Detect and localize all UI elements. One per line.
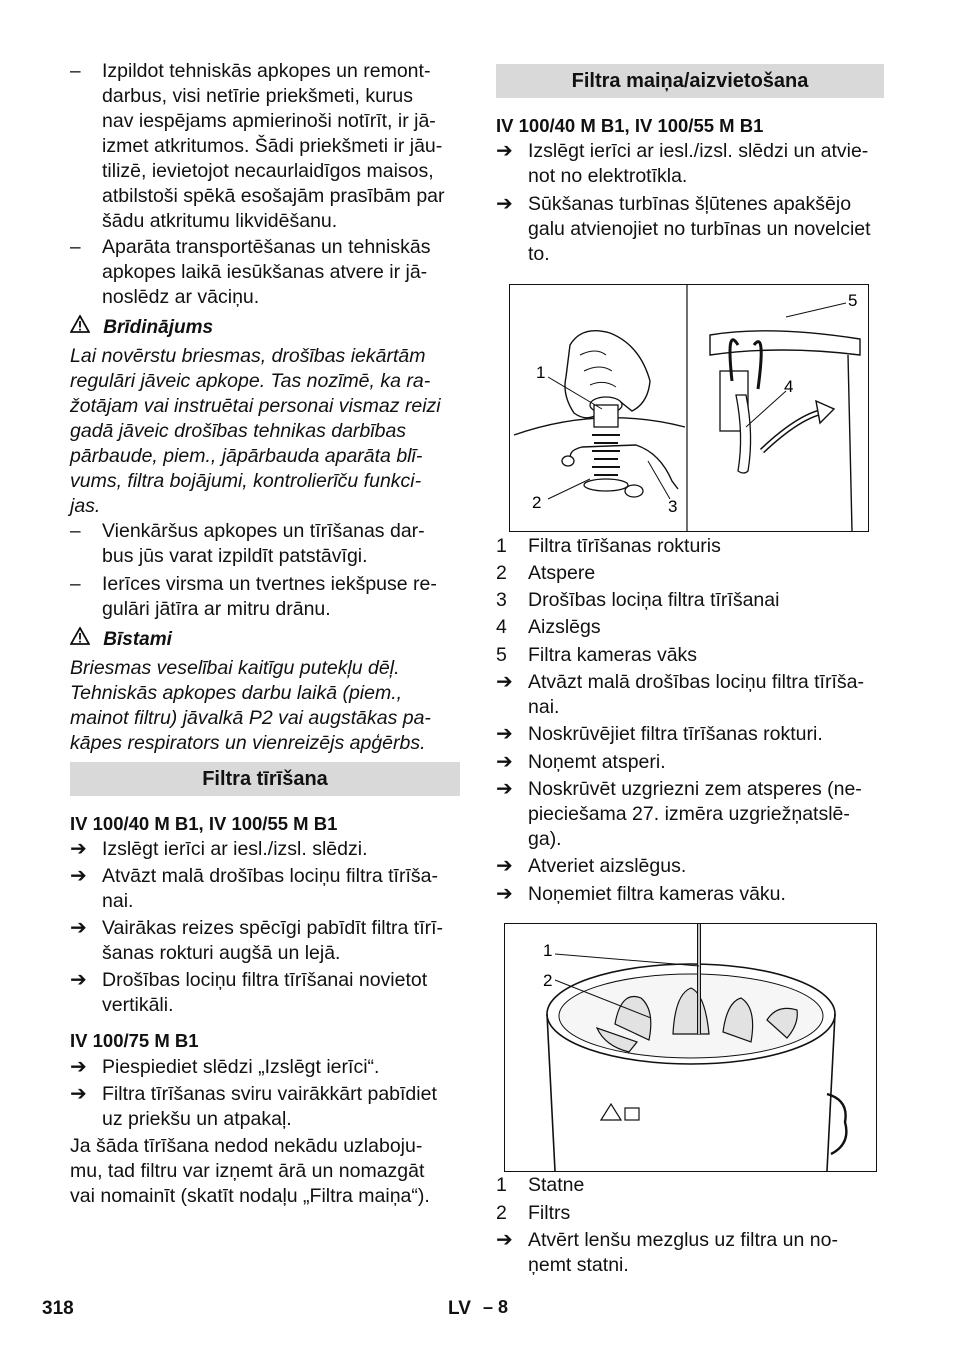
arrow-right-icon: ➔ bbox=[496, 855, 513, 877]
text-line: Vienkāršus apkopes un tīrīšanas dar- bbox=[102, 520, 425, 542]
callout-4: 4 bbox=[784, 377, 794, 396]
legend-text: Aizslēgs bbox=[528, 616, 601, 638]
text-line: not no elektrotīkla. bbox=[528, 165, 688, 187]
text-line: Atvērt lenšu mezglus uz filtra un no- bbox=[528, 1229, 838, 1251]
text-line: izmet atkritumos. Šādi priekšmeti ir jāu- bbox=[102, 135, 443, 157]
text-line: mainot filtru) jāvalkā P2 vai augstākas pa- bbox=[70, 707, 431, 729]
arrow-right-icon: ➔ bbox=[496, 883, 513, 905]
text-line: Atvāzt malā drošības lociņu filtra tīrīša- bbox=[102, 865, 438, 887]
warning-text bbox=[70, 344, 441, 519]
filter-container-illustration bbox=[505, 924, 876, 1171]
legend-number: 3 bbox=[496, 589, 507, 611]
callout-1: 1 bbox=[543, 941, 553, 960]
text-line: šādu atkritumu likvidēšanu. bbox=[102, 210, 338, 232]
legend-number: 1 bbox=[496, 1174, 507, 1196]
text-line: Atveriet aizslēgus. bbox=[528, 855, 687, 877]
text-line: Noņemt atsperi. bbox=[528, 751, 666, 773]
text-line: Izpildot tehniskās apkopes un remont- bbox=[102, 60, 431, 82]
legend-number: 4 bbox=[496, 616, 507, 638]
text-line: Noņemiet filtra kameras vāku. bbox=[528, 883, 786, 905]
legend-text: Statne bbox=[528, 1174, 585, 1196]
text-line: jas. bbox=[70, 495, 101, 517]
arrow-right-icon: ➔ bbox=[70, 838, 87, 860]
legend-number: 1 bbox=[496, 535, 507, 557]
text-line: atbilstoši spēkā esošajām prasībām par bbox=[102, 185, 445, 207]
closing-paragraph bbox=[70, 1134, 430, 1209]
text-line: Noskrūvēt uzgriezni zem atsperes (ne- bbox=[528, 778, 862, 800]
dash-bullet: – bbox=[70, 61, 81, 82]
text-line: Ierīces virsma un tvertnes iekšpuse re- bbox=[102, 573, 437, 595]
legend-text: Atspere bbox=[528, 562, 596, 584]
text-line: ņemt statni. bbox=[528, 1254, 629, 1276]
arrow-right-icon: ➔ bbox=[70, 969, 87, 991]
text-line: Tehniskās apkopes darbu laikā (piem., bbox=[70, 682, 403, 704]
text-line: mu, tad filtru var izņemt ārā un nomazgāt bbox=[70, 1160, 425, 1182]
model-subheading: IV 100/75 M B1 bbox=[70, 1030, 199, 1051]
arrow-right-icon: ➔ bbox=[496, 140, 513, 162]
text-line: nai. bbox=[102, 890, 134, 912]
text-line: galu atvienojiet no turbīnas un novelciet bbox=[528, 218, 871, 240]
filter-cleaning-figure bbox=[509, 284, 869, 532]
section-heading: Filtra tīrīšana bbox=[70, 762, 460, 796]
arrow-right-icon: ➔ bbox=[70, 1083, 87, 1105]
text-line: vums, filtra bojājumi, kontrolierīču funkci- bbox=[70, 470, 422, 492]
filter-cleaning-illustration bbox=[510, 285, 868, 531]
text-line: bus jūs varat izpildīt patstāvīgi. bbox=[102, 545, 368, 567]
callout-1: 1 bbox=[536, 363, 546, 382]
text-line: Izslēgt ierīci ar iesl./izsl. slēdzi un atvie- bbox=[528, 140, 869, 162]
danger-title: Bīstami bbox=[103, 629, 172, 650]
model-subheading: IV 100/40 M B1, IV 100/55 M B1 bbox=[70, 813, 338, 834]
legend-text: Drošības lociņa filtra tīrīšanai bbox=[528, 589, 780, 611]
text-line: vertikāli. bbox=[102, 994, 174, 1016]
text-line: nav iespējams apmierinoši notīrīt, ir jā- bbox=[102, 110, 436, 132]
legend-text: Filtra tīrīšanas rokturis bbox=[528, 535, 721, 557]
text-line: kāpes respirators un vienreizējs apģērbs. bbox=[70, 732, 426, 754]
callout-2: 2 bbox=[543, 971, 553, 990]
dash-bullet: – bbox=[70, 574, 81, 595]
danger-heading bbox=[70, 627, 172, 652]
text-line: noslēdz ar vāciņu. bbox=[102, 286, 260, 308]
warning-triangle-icon bbox=[70, 317, 95, 338]
text-line: ga). bbox=[528, 828, 562, 850]
arrow-right-icon: ➔ bbox=[496, 778, 513, 800]
text-line: uz priekšu un atpakaļ. bbox=[102, 1108, 292, 1130]
arrow-right-icon: ➔ bbox=[496, 671, 513, 693]
text-line: pārbaude, piem., jāpārbauda aparāta blī- bbox=[70, 445, 423, 467]
filter-container-figure bbox=[504, 923, 877, 1172]
arrow-right-icon: ➔ bbox=[496, 751, 513, 773]
warning-heading bbox=[70, 315, 213, 340]
danger-text bbox=[70, 656, 431, 756]
text-line: Atvāzt malā drošības lociņu filtra tīrīša- bbox=[528, 671, 864, 693]
arrow-right-icon: ➔ bbox=[496, 1229, 513, 1251]
text-line: tilizē, ievietojot necaurlaidīgos maisos, bbox=[102, 160, 434, 182]
text-line: Lai novērstu briesmas, drošības iekārtām bbox=[70, 345, 426, 367]
text-line: vai nomainīt (skatīt nodaļu „Filtra maiņa“). bbox=[70, 1185, 430, 1207]
text-line: gadā jāveic drošības tehnikas darbības bbox=[70, 420, 407, 442]
dash-bullet: – bbox=[70, 521, 81, 542]
text-line: nai. bbox=[528, 696, 560, 718]
text-line: žotājam vai instruētai personai vismaz reizi bbox=[70, 395, 441, 417]
dash-bullet: – bbox=[70, 237, 81, 258]
legend-number: 2 bbox=[496, 1202, 507, 1224]
model-subheading: IV 100/40 M B1, IV 100/55 M B1 bbox=[496, 115, 764, 136]
text-line: Sūkšanas turbīnas šļūtenes apakšējo bbox=[528, 193, 852, 215]
text-line: to. bbox=[528, 243, 550, 265]
legend-number: 5 bbox=[496, 644, 507, 666]
legend-text: Filtra kameras vāks bbox=[528, 644, 698, 666]
text-line: Vairākas reizes spēcīgi pabīdīt filtra tīrī- bbox=[102, 917, 444, 939]
arrow-right-icon: ➔ bbox=[70, 1056, 87, 1078]
text-line: šanas rokturi augšā un lejā. bbox=[102, 942, 341, 964]
callout-5: 5 bbox=[848, 291, 858, 310]
text-line: apkopes laikā iesūkšanas atvere ir jā- bbox=[102, 261, 428, 283]
text-line: darbus, visi netīrie priekšmeti, kurus bbox=[102, 85, 414, 107]
sub-page-number: – 8 bbox=[483, 1297, 509, 1317]
text-line: Piespiediet slēdzi „Izslēgt ierīci“. bbox=[102, 1056, 380, 1078]
text-line: gulāri jātīra ar mitru drānu. bbox=[102, 598, 331, 620]
text-line: Briesmas veselībai kaitīgu putekļu dēļ. bbox=[70, 657, 400, 679]
text-line: Izslēgt ierīci ar iesl./izsl. slēdzi. bbox=[102, 838, 368, 860]
text-line: regulāri jāveic apkope. Tas nozīmē, ka ra- bbox=[70, 370, 431, 392]
text-line: Ja šāda tīrīšana nedod nekādu uzlaboju- bbox=[70, 1135, 423, 1157]
warning-title: Brīdinājums bbox=[103, 317, 214, 338]
text-line: pieciešama 27. izmēra uzgriežņatslē- bbox=[528, 803, 850, 825]
section-heading: Filtra maiņa/aizvietošana bbox=[496, 64, 884, 98]
callout-3: 3 bbox=[668, 497, 678, 516]
text-line: Noskrūvējiet filtra tīrīšanas rokturi. bbox=[528, 723, 823, 745]
arrow-right-icon: ➔ bbox=[70, 917, 87, 939]
arrow-right-icon: ➔ bbox=[70, 865, 87, 887]
page-number: 318 bbox=[42, 1298, 74, 1319]
language-code: LV bbox=[448, 1298, 471, 1319]
legend-number: 2 bbox=[496, 562, 507, 584]
callout-2: 2 bbox=[532, 493, 542, 512]
warning-triangle-icon bbox=[70, 629, 95, 650]
text-line: Drošības lociņu filtra tīrīšanai novietot bbox=[102, 969, 428, 991]
legend-text: Filtrs bbox=[528, 1202, 571, 1224]
arrow-right-icon: ➔ bbox=[496, 723, 513, 745]
text-line: Filtra tīrīšanas sviru vairākkārt pabīdiet bbox=[102, 1083, 437, 1105]
text-line: Aparāta transportēšanas un tehniskās bbox=[102, 236, 431, 258]
arrow-right-icon: ➔ bbox=[496, 193, 513, 215]
